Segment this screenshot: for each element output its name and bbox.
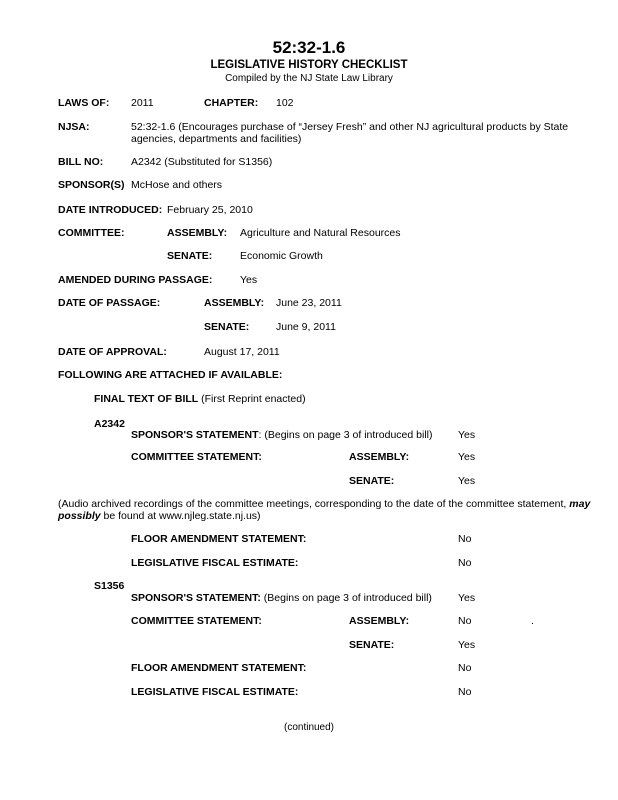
audio-note-part2: be found at www.njleg.state.nj.us) (100, 510, 261, 522)
committee-label: COMMITTEE: (58, 227, 125, 239)
date-of-approval-value: August 17, 2011 (204, 346, 280, 358)
s1356-id: S1356 (94, 580, 125, 592)
chapter-label: CHAPTER: (204, 97, 259, 109)
sponsors-label: SPONSOR(S) (58, 179, 125, 191)
a2342-fiscal-value: No (458, 557, 472, 569)
a2342-id: A2342 (94, 418, 125, 430)
date-of-approval-label: DATE OF APPROVAL: (58, 346, 167, 358)
s1356-fiscal-label: LEGISLATIVE FISCAL ESTIMATE: (131, 686, 299, 698)
sponsors-value: McHose and others (131, 179, 223, 191)
a2342-senate-value: Yes (458, 475, 476, 487)
s1356-floor-label: FLOOR AMENDMENT STATEMENT: (131, 662, 307, 674)
a2342-sponsor-line (131, 429, 433, 441)
following-heading: FOLLOWING ARE ATTACHED IF AVAILABLE: (58, 369, 283, 381)
s1356-stray-mark: . (531, 615, 534, 627)
laws-of-value: 2011 (131, 97, 154, 109)
njsa-value: 52:32-1.6 (Encourages purchase of “Jersey Fresh” and other NJ agricultural products by State agencies, departments and facilities) (131, 121, 569, 145)
a2342-sponsor-value: Yes (458, 429, 476, 441)
final-text-note: (First Reprint enacted) (201, 393, 306, 405)
committee-senate-value: Economic Growth (240, 250, 323, 262)
s1356-senate-label: SENATE: (349, 639, 395, 651)
njsa-label: NJSA: (58, 121, 90, 133)
a2342-assembly-value: Yes (458, 451, 476, 463)
a2342-sponsor-note: : (Begins on page 3 of introduced bill) (258, 429, 433, 441)
passage-assembly-value: June 23, 2011 (276, 297, 342, 309)
s1356-sponsor-label: SPONSOR'S STATEMENT: (131, 592, 261, 604)
audio-note (58, 498, 606, 522)
amended-value: Yes (240, 274, 258, 286)
s1356-sponsor-value: Yes (458, 592, 476, 604)
bill-no-label: BILL NO: (58, 156, 104, 168)
committee-assembly-value: Agriculture and Natural Resources (240, 227, 401, 239)
a2342-assembly-label: ASSEMBLY: (349, 451, 410, 463)
a2342-floor-value: No (458, 533, 472, 545)
final-text-label: FINAL TEXT OF BILL (94, 393, 199, 405)
audio-note-emphasis: may possibly (58, 498, 591, 522)
final-text-line (94, 393, 306, 405)
bill-no-value: A2342 (Substituted for S1356) (131, 156, 273, 168)
section-number: 52:32-1.6 (272, 38, 346, 57)
a2342-senate-label: SENATE: (349, 475, 395, 487)
passage-assembly-label: ASSEMBLY: (204, 297, 265, 309)
passage-senate-label: SENATE: (204, 321, 250, 333)
s1356-sponsor-line (131, 592, 432, 604)
a2342-sponsor-label: SPONSOR'S STATEMENT (131, 429, 259, 441)
committee-senate-label: SENATE: (167, 250, 213, 262)
amended-label: AMENDED DURING PASSAGE: (58, 274, 213, 286)
page-title: LEGISLATIVE HISTORY CHECKLIST (210, 59, 408, 71)
passage-senate-value: June 9, 2011 (276, 321, 336, 333)
audio-note-part1: (Audio archived recordings of the committee meetings, corresponding to the date of the committee statement, (58, 498, 570, 510)
date-introduced-label: DATE INTRODUCED: (58, 204, 163, 216)
s1356-committee-label: COMMITTEE STATEMENT: (131, 615, 262, 627)
date-introduced-value: February 25, 2010 (167, 204, 253, 216)
a2342-fiscal-label: LEGISLATIVE FISCAL ESTIMATE: (131, 557, 299, 569)
s1356-senate-value: Yes (458, 639, 476, 651)
chapter-value: 102 (276, 97, 294, 109)
s1356-fiscal-value: No (458, 686, 472, 698)
committee-assembly-label: ASSEMBLY: (167, 227, 228, 239)
laws-of-label: LAWS OF: (58, 97, 110, 109)
a2342-committee-label: COMMITTEE STATEMENT: (131, 451, 262, 463)
continued-note: (continued) (283, 722, 335, 733)
s1356-assembly-value: No (458, 615, 472, 627)
date-of-passage-label: DATE OF PASSAGE: (58, 297, 161, 309)
a2342-floor-label: FLOOR AMENDMENT STATEMENT: (131, 533, 307, 545)
s1356-sponsor-note: (Begins on page 3 of introduced bill) (260, 592, 432, 604)
s1356-floor-value: No (458, 662, 472, 674)
s1356-assembly-label: ASSEMBLY: (349, 615, 410, 627)
compiled-by: Compiled by the NJ State Law Library (225, 73, 393, 84)
